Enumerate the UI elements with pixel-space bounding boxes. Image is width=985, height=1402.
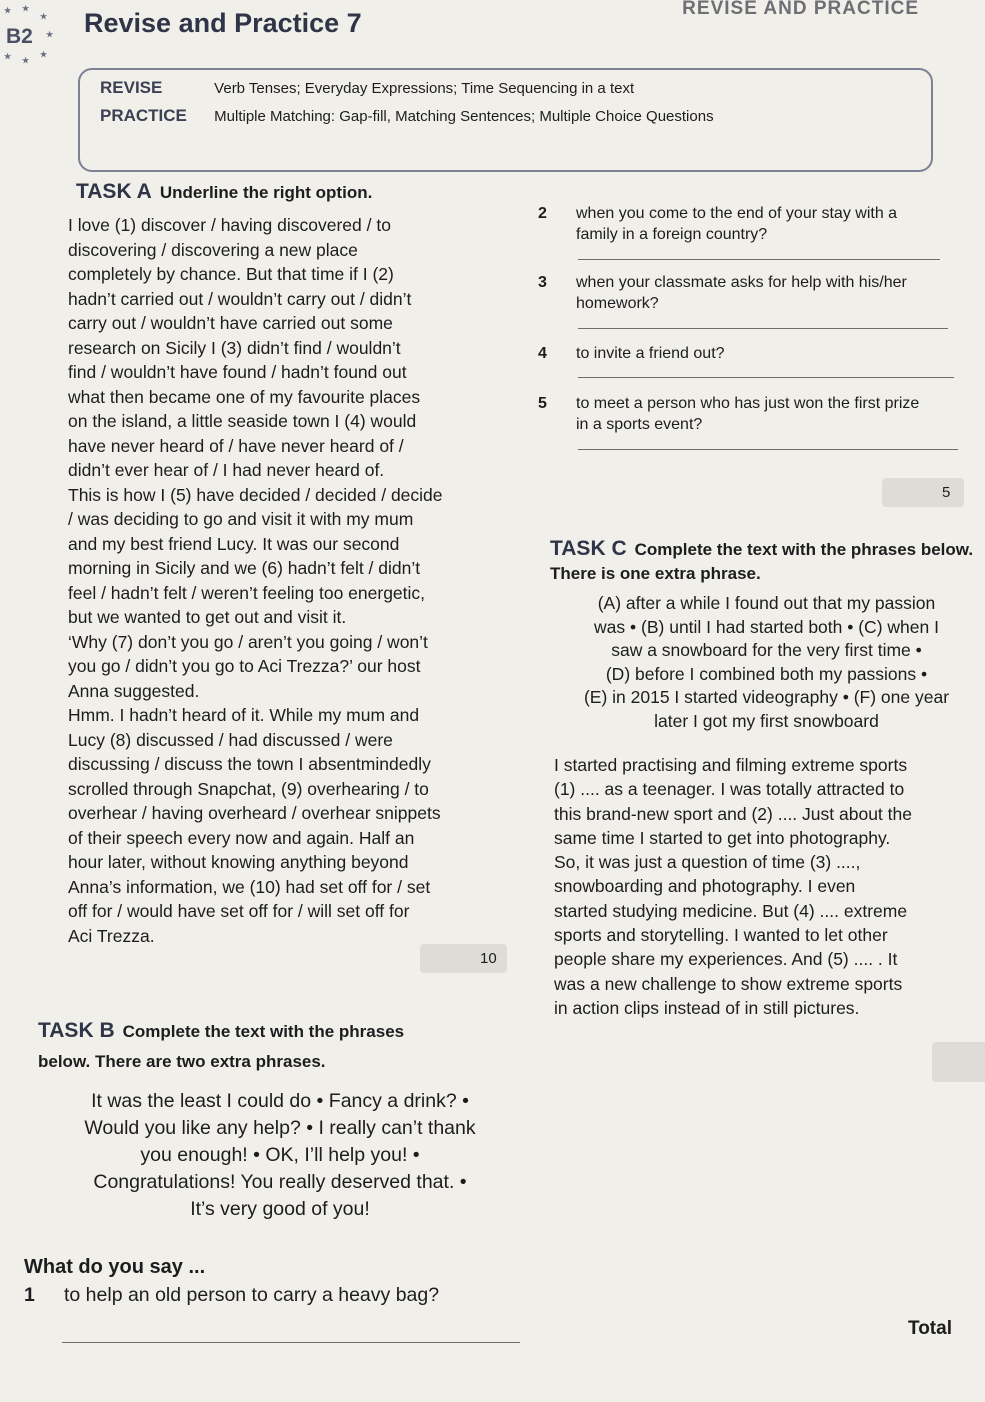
task-a-score-box [420, 944, 507, 973]
summary-box [78, 68, 933, 172]
star-icon: ★ [22, 56, 30, 65]
question-text: to meet a person who has just won the first prize in a sports event? [576, 395, 920, 433]
task-a-line: carry out / wouldn’t have carried out some [68, 313, 393, 333]
task-a-line: research on Sicily I (3) didn’t find / wouldn’t [68, 337, 401, 358]
task-a-line: Aci Trezza. [68, 925, 155, 946]
task-a-text [68, 213, 528, 948]
task-a-line: but we wanted to get out and visit it. [68, 607, 347, 627]
question-number: 4 [538, 345, 547, 362]
answer-line[interactable] [578, 449, 958, 450]
task-a-line: what then became one of my favourite places [68, 386, 421, 407]
question-item [24, 1284, 439, 1307]
task-a-line: and my best friend Lucy. It was our second [68, 533, 400, 554]
task-a-line: This is how I (5) have decided / decided / decide [68, 484, 443, 505]
star-icon: ★ [40, 50, 48, 59]
task-b-phrases [20, 1088, 540, 1223]
question-number: 3 [538, 274, 547, 291]
task-c-line: started studying medicine. But (4) .... extreme [554, 900, 908, 921]
task-c-line: this brand-new sport and (2) .... Just about the [554, 803, 912, 824]
task-c-line: same time I started to get into photography. [554, 827, 891, 848]
phrase-line: later I got my first snowboard [654, 710, 879, 731]
task-a-line: have never heard of / have never heard of / [68, 435, 404, 456]
task-c-line: I started practising and filming extreme sports [554, 755, 908, 775]
phrase-line: It’s very good of you! [190, 1198, 370, 1220]
task-c-line: was a new challenge to show extreme sports [554, 973, 903, 994]
level-label: B2 [6, 25, 33, 48]
task-a-score: 10 [480, 950, 497, 967]
task-a-line: didn’t ever hear of / I had never heard of. [68, 460, 385, 480]
task-a-line: ‘Why (7) don’t you go / aren’t you going / won’t [68, 631, 428, 652]
task-a-line: Anna’s information, we (10) had set off for / set [68, 876, 431, 897]
task-c-line: sports and storytelling. I wanted to let other [554, 925, 888, 946]
phrase-line: was • (B) until I had started both • (C) when I [594, 616, 939, 637]
task-a-line: hadn’t carried out / wouldn’t carry out / didn’t [68, 288, 412, 309]
answer-line[interactable] [578, 328, 948, 329]
task-a-line: Anna suggested. [68, 680, 200, 701]
question-item [538, 393, 926, 435]
task-c-score-box [932, 1042, 985, 1082]
question-item [538, 343, 725, 364]
question-number: 5 [538, 395, 547, 412]
star-icon: ★ [4, 6, 12, 15]
task-c-line: (1) .... as a teenager. I was totally attracted to [554, 779, 905, 800]
question-text: when your classmate asks for help with his/her homework? [576, 274, 907, 312]
question-number: 1 [24, 1284, 35, 1306]
revise-text: Verb Tenses; Everyday Expressions; Time Sequencing in a text [214, 80, 635, 97]
phrase-line: you enough! • OK, I’ll help you! • [140, 1144, 420, 1166]
task-c-line: snowboarding and photography. I even [554, 876, 856, 897]
task-a-line: off for / would have set off for / will set off for [68, 901, 410, 921]
phrase-line: Congratulations! You really deserved that. • [93, 1171, 467, 1193]
question-text: to invite a friend out? [576, 345, 725, 362]
star-icon: ★ [40, 12, 48, 21]
task-a-line: find / wouldn’t have found / hadn’t found out [68, 362, 407, 382]
task-b-label: TASK B [38, 1019, 115, 1042]
task-b-instruction-1: Complete the text with the phrases [122, 1022, 405, 1041]
task-b-instruction-2: below. There are two extra phrases. [38, 1052, 326, 1071]
task-a-instruction: Underline the right option. [159, 183, 373, 202]
task-a-heading [76, 180, 372, 204]
phrase-line: saw a snowboard for the very first time • [611, 640, 922, 660]
task-b-heading [38, 1016, 404, 1077]
total-label: Total [908, 1318, 952, 1339]
task-b-score: 5 [942, 484, 951, 501]
task-b-questions [538, 203, 978, 523]
task-a-line: on the island, a little seaside town I (4) would [68, 411, 417, 431]
revise-label: REVISE [100, 78, 163, 97]
task-b-score-box [882, 478, 964, 507]
star-icon: ★ [4, 52, 12, 61]
question-item [538, 272, 926, 314]
task-a-line: I love (1) discover / having discovered / to [68, 215, 391, 235]
practice-row [100, 106, 714, 126]
task-a-line: discovering / discovering a new place [68, 239, 358, 260]
task-c-line: So, it was just a question of time (3) ...., [554, 852, 861, 873]
phrase-line: (E) in 2015 I started videography • (F) one year [583, 687, 950, 707]
task-c-line: people share my experiences. And (5) .... . It [554, 949, 898, 970]
what-do-you-say: What do you say ... [24, 1256, 206, 1278]
task-a-line: Hmm. I hadn’t heard of it. While my mum and [68, 705, 420, 725]
answer-line[interactable] [62, 1342, 520, 1343]
phrase-line: (D) before I combined both my passions • [605, 663, 928, 684]
task-a-line: / was deciding to go and visit it with my mum [68, 509, 414, 529]
question-number: 2 [538, 205, 547, 222]
task-a-line: overhear / having overheard / overhear snippets [68, 803, 441, 823]
level-badge [0, 6, 58, 64]
task-a-line: of their speech every now and again. Half an [68, 827, 415, 848]
task-c-line: in action clips instead of in still pictures. [554, 997, 860, 1018]
phrase-line: (A) after a while I found out that my passion [597, 593, 936, 613]
page-title: Revise and Practice 7 [84, 8, 362, 38]
task-a-line: discussing / discuss the town I absentmindedly [68, 754, 431, 774]
answer-line[interactable] [578, 259, 940, 260]
practice-label: PRACTICE [100, 106, 187, 125]
question-item [538, 203, 916, 245]
task-c-instruction: Complete the text with the phrases below. There is one extra phrase. [550, 540, 974, 583]
star-icon: ★ [22, 4, 30, 13]
task-c-phrases [548, 592, 985, 733]
practice-text: Multiple Matching: Gap-fill, Matching Sentences; Multiple Choice Questions [214, 108, 714, 125]
task-a-label: TASK A [76, 180, 152, 203]
task-c-text [554, 753, 985, 1020]
task-a-line: you go / didn’t you go to Aci Trezza?’ our host [68, 656, 421, 676]
task-a-line: feel / hadn’t felt / weren’t feeling too energetic, [68, 582, 426, 603]
star-icon: ★ [46, 30, 54, 39]
question-text: when you come to the end of your stay with a family in a foreign country? [576, 205, 898, 243]
section-header: REVISE AND PRACTICE [682, 0, 919, 19]
task-c-label: TASK C [550, 537, 627, 560]
question-text: to help an old person to carry a heavy bag? [64, 1284, 440, 1306]
task-a-line: morning in Sicily and we (6) hadn’t felt / didn’t [68, 558, 421, 578]
revise-row [100, 78, 634, 98]
phrase-line: Would you like any help? • I really can’t thank [84, 1117, 476, 1139]
task-a-line: scrolled through Snapchat, (9) overhearing / to [68, 778, 429, 799]
task-a-line: hour later, without knowing anything beyond [68, 852, 409, 872]
task-c-heading [550, 537, 985, 586]
task-a-line: completely by chance. But that time if I (2) [68, 264, 394, 284]
task-a-line: Lucy (8) discussed / had discussed / were [68, 729, 393, 750]
answer-line[interactable] [578, 377, 954, 378]
phrase-line: It was the least I could do • Fancy a drink? • [91, 1090, 469, 1112]
